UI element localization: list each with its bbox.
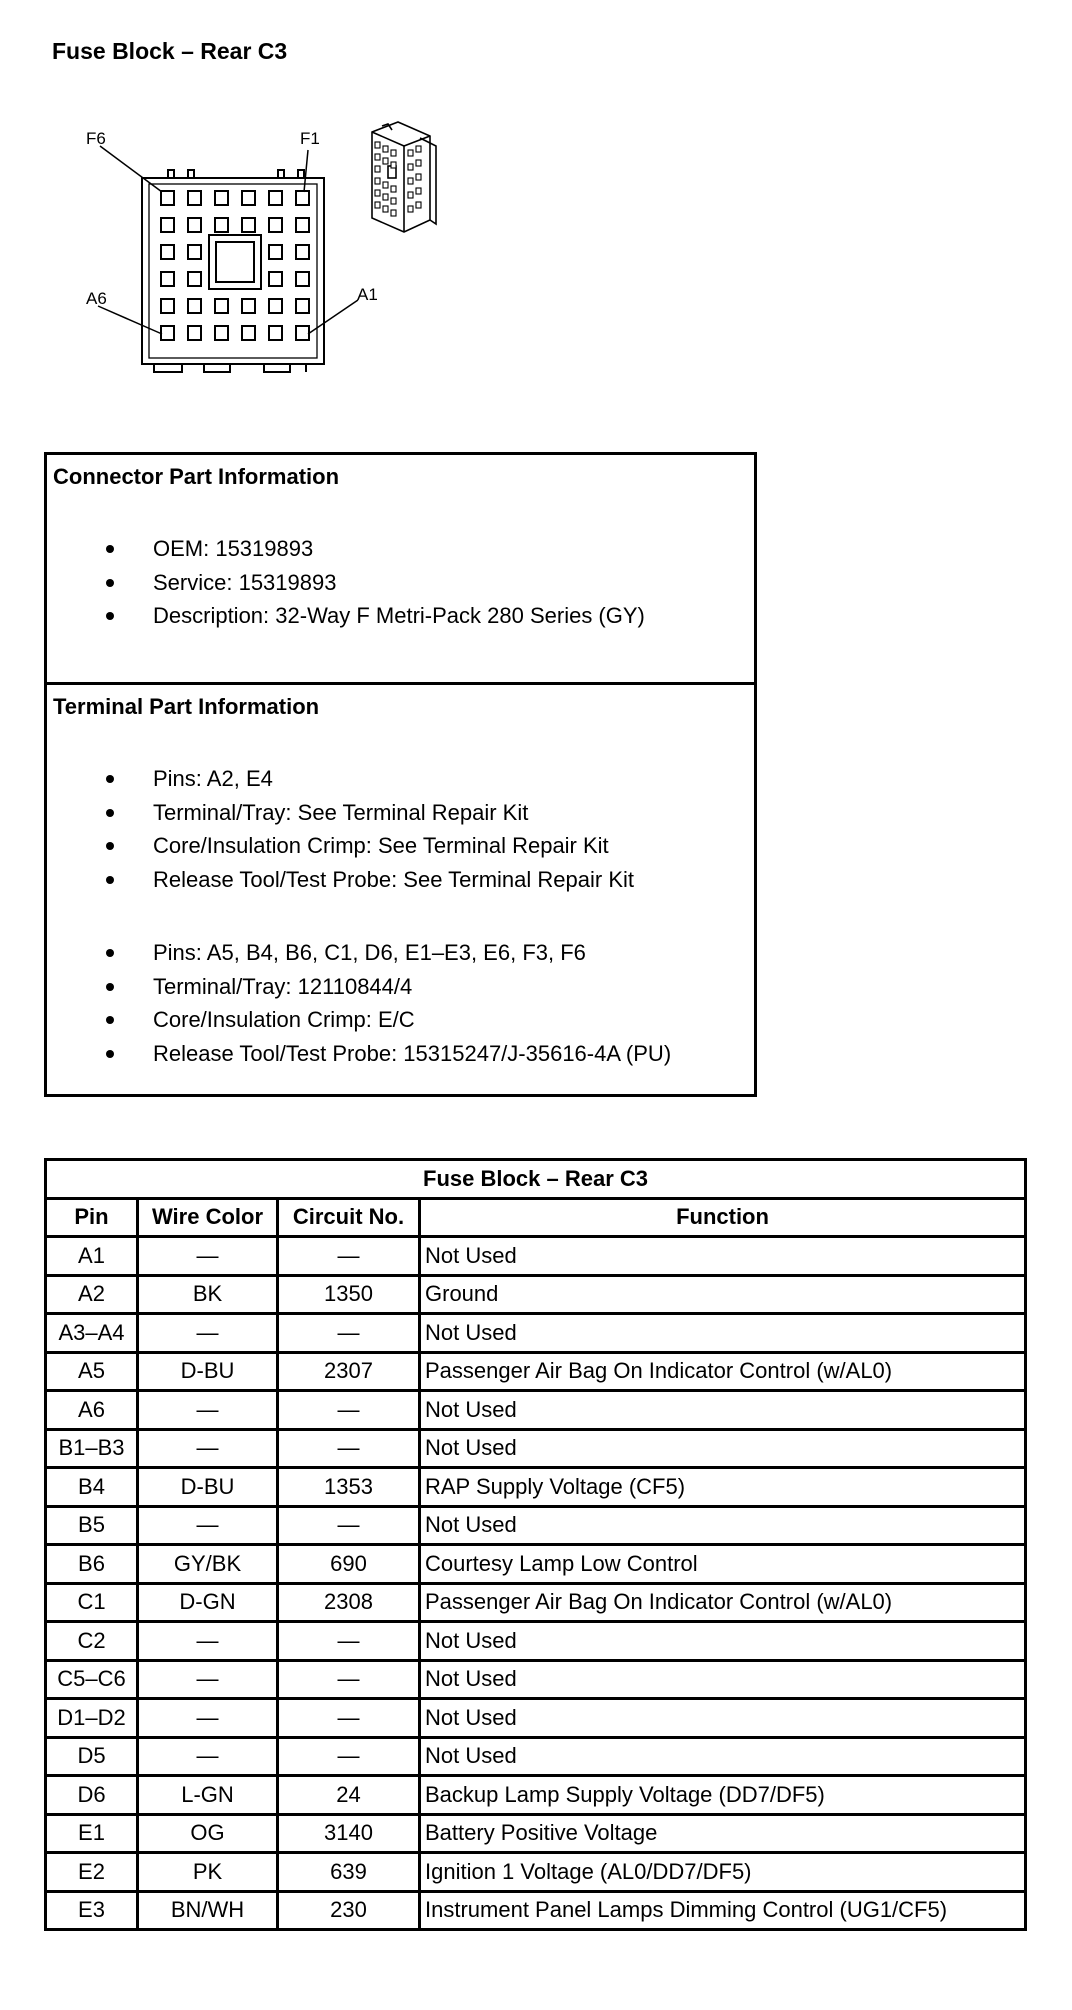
bullet-icon — [106, 1050, 114, 1058]
header-function: Function — [420, 1198, 1026, 1237]
list-item: Pins: A5, B4, B6, C1, D6, E1–E3, E6, F3, F6 — [47, 936, 754, 970]
table-row: A1 — — Not Used — [46, 1237, 1026, 1276]
table-row: C2 — — Not Used — [46, 1622, 1026, 1661]
table-row: D1–D2 — — Not Used — [46, 1699, 1026, 1738]
bullet-icon — [106, 983, 114, 991]
table-row: B4 D-BU 1353 RAP Supply Voltage (CF5) — [46, 1468, 1026, 1507]
terminal-cavities — [161, 191, 309, 340]
bullet-icon — [106, 949, 114, 957]
header-wire-color: Wire Color — [138, 1198, 278, 1237]
part-information-box — [44, 452, 757, 1097]
label-a6: A6 — [86, 289, 107, 308]
terminal-info-list-a — [47, 762, 754, 896]
list-item: Core/Insulation Crimp: E/C — [47, 1003, 754, 1037]
label-a1: A1 — [357, 285, 378, 304]
label-f6: F6 — [86, 129, 106, 148]
table-row: A6 — — Not Used — [46, 1391, 1026, 1430]
connector-iso-view — [372, 122, 436, 232]
bullet-icon — [106, 612, 114, 620]
connector-info-heading: Connector Part Information — [53, 464, 340, 489]
table-row: B6 GY/BK 690 Courtesy Lamp Low Control — [46, 1545, 1026, 1584]
table-row: D6 L-GN 24 Backup Lamp Supply Voltage (DD7/DF5) — [46, 1776, 1026, 1815]
connector-face-diagram — [70, 120, 490, 390]
list-item: Release Tool/Test Probe: 15315247/J-35616-4A (PU) — [47, 1037, 754, 1071]
header-circuit-no: Circuit No. — [278, 1198, 420, 1237]
table-title: Fuse Block – Rear C3 — [46, 1160, 1026, 1199]
list-item: Terminal/Tray: See Terminal Repair Kit — [47, 796, 754, 830]
table-row: A2 BK 1350 Ground — [46, 1275, 1026, 1314]
list-item: Pins: A2, E4 — [47, 762, 754, 796]
bullet-icon — [106, 876, 114, 884]
connector-part-info — [47, 464, 754, 685]
bullet-icon — [106, 842, 114, 850]
bullet-icon — [106, 579, 114, 587]
table-row: E1 OG 3140 Battery Positive Voltage — [46, 1814, 1026, 1853]
table-row: A3–A4 — — Not Used — [46, 1314, 1026, 1353]
list-item: Terminal/Tray: 12110844/4 — [47, 970, 754, 1004]
table-row: E3 BN/WH 230 Instrument Panel Lamps Dimming Control (UG1/CF5) — [46, 1891, 1026, 1930]
terminal-info-list-b — [47, 936, 754, 1070]
table-row: D5 — — Not Used — [46, 1737, 1026, 1776]
terminal-part-info — [47, 694, 754, 1070]
bullet-icon — [106, 809, 114, 817]
list-item: OEM: 15319893 — [47, 532, 754, 566]
terminal-info-heading: Terminal Part Information — [53, 694, 320, 719]
bullet-icon — [106, 1016, 114, 1024]
label-f1: F1 — [300, 129, 320, 148]
connector-info-list — [47, 532, 754, 633]
table-row: E2 PK 639 Ignition 1 Voltage (AL0/DD7/DF5) — [46, 1853, 1026, 1892]
list-item: Service: 15319893 — [47, 566, 754, 600]
table-row: C1 D-GN 2308 Passenger Air Bag On Indicator Control (w/AL0) — [46, 1583, 1026, 1622]
table-row: B5 — — Not Used — [46, 1506, 1026, 1545]
list-item: Core/Insulation Crimp: See Terminal Repair Kit — [47, 829, 754, 863]
table-row: B1–B3 — — Not Used — [46, 1429, 1026, 1468]
table-row: C5–C6 — — Not Used — [46, 1660, 1026, 1699]
list-item: Description: 32-Way F Metri-Pack 280 Series (GY) — [47, 599, 754, 633]
list-item: Release Tool/Test Probe: See Terminal Repair Kit — [47, 863, 754, 897]
bullet-icon — [106, 775, 114, 783]
page-title: Fuse Block – Rear C3 — [52, 38, 288, 64]
header-pin: Pin — [46, 1198, 138, 1237]
table-row: A5 D-BU 2307 Passenger Air Bag On Indicator Control (w/AL0) — [46, 1352, 1026, 1391]
bullet-icon — [106, 545, 114, 553]
pinout-table — [44, 1158, 1027, 1931]
